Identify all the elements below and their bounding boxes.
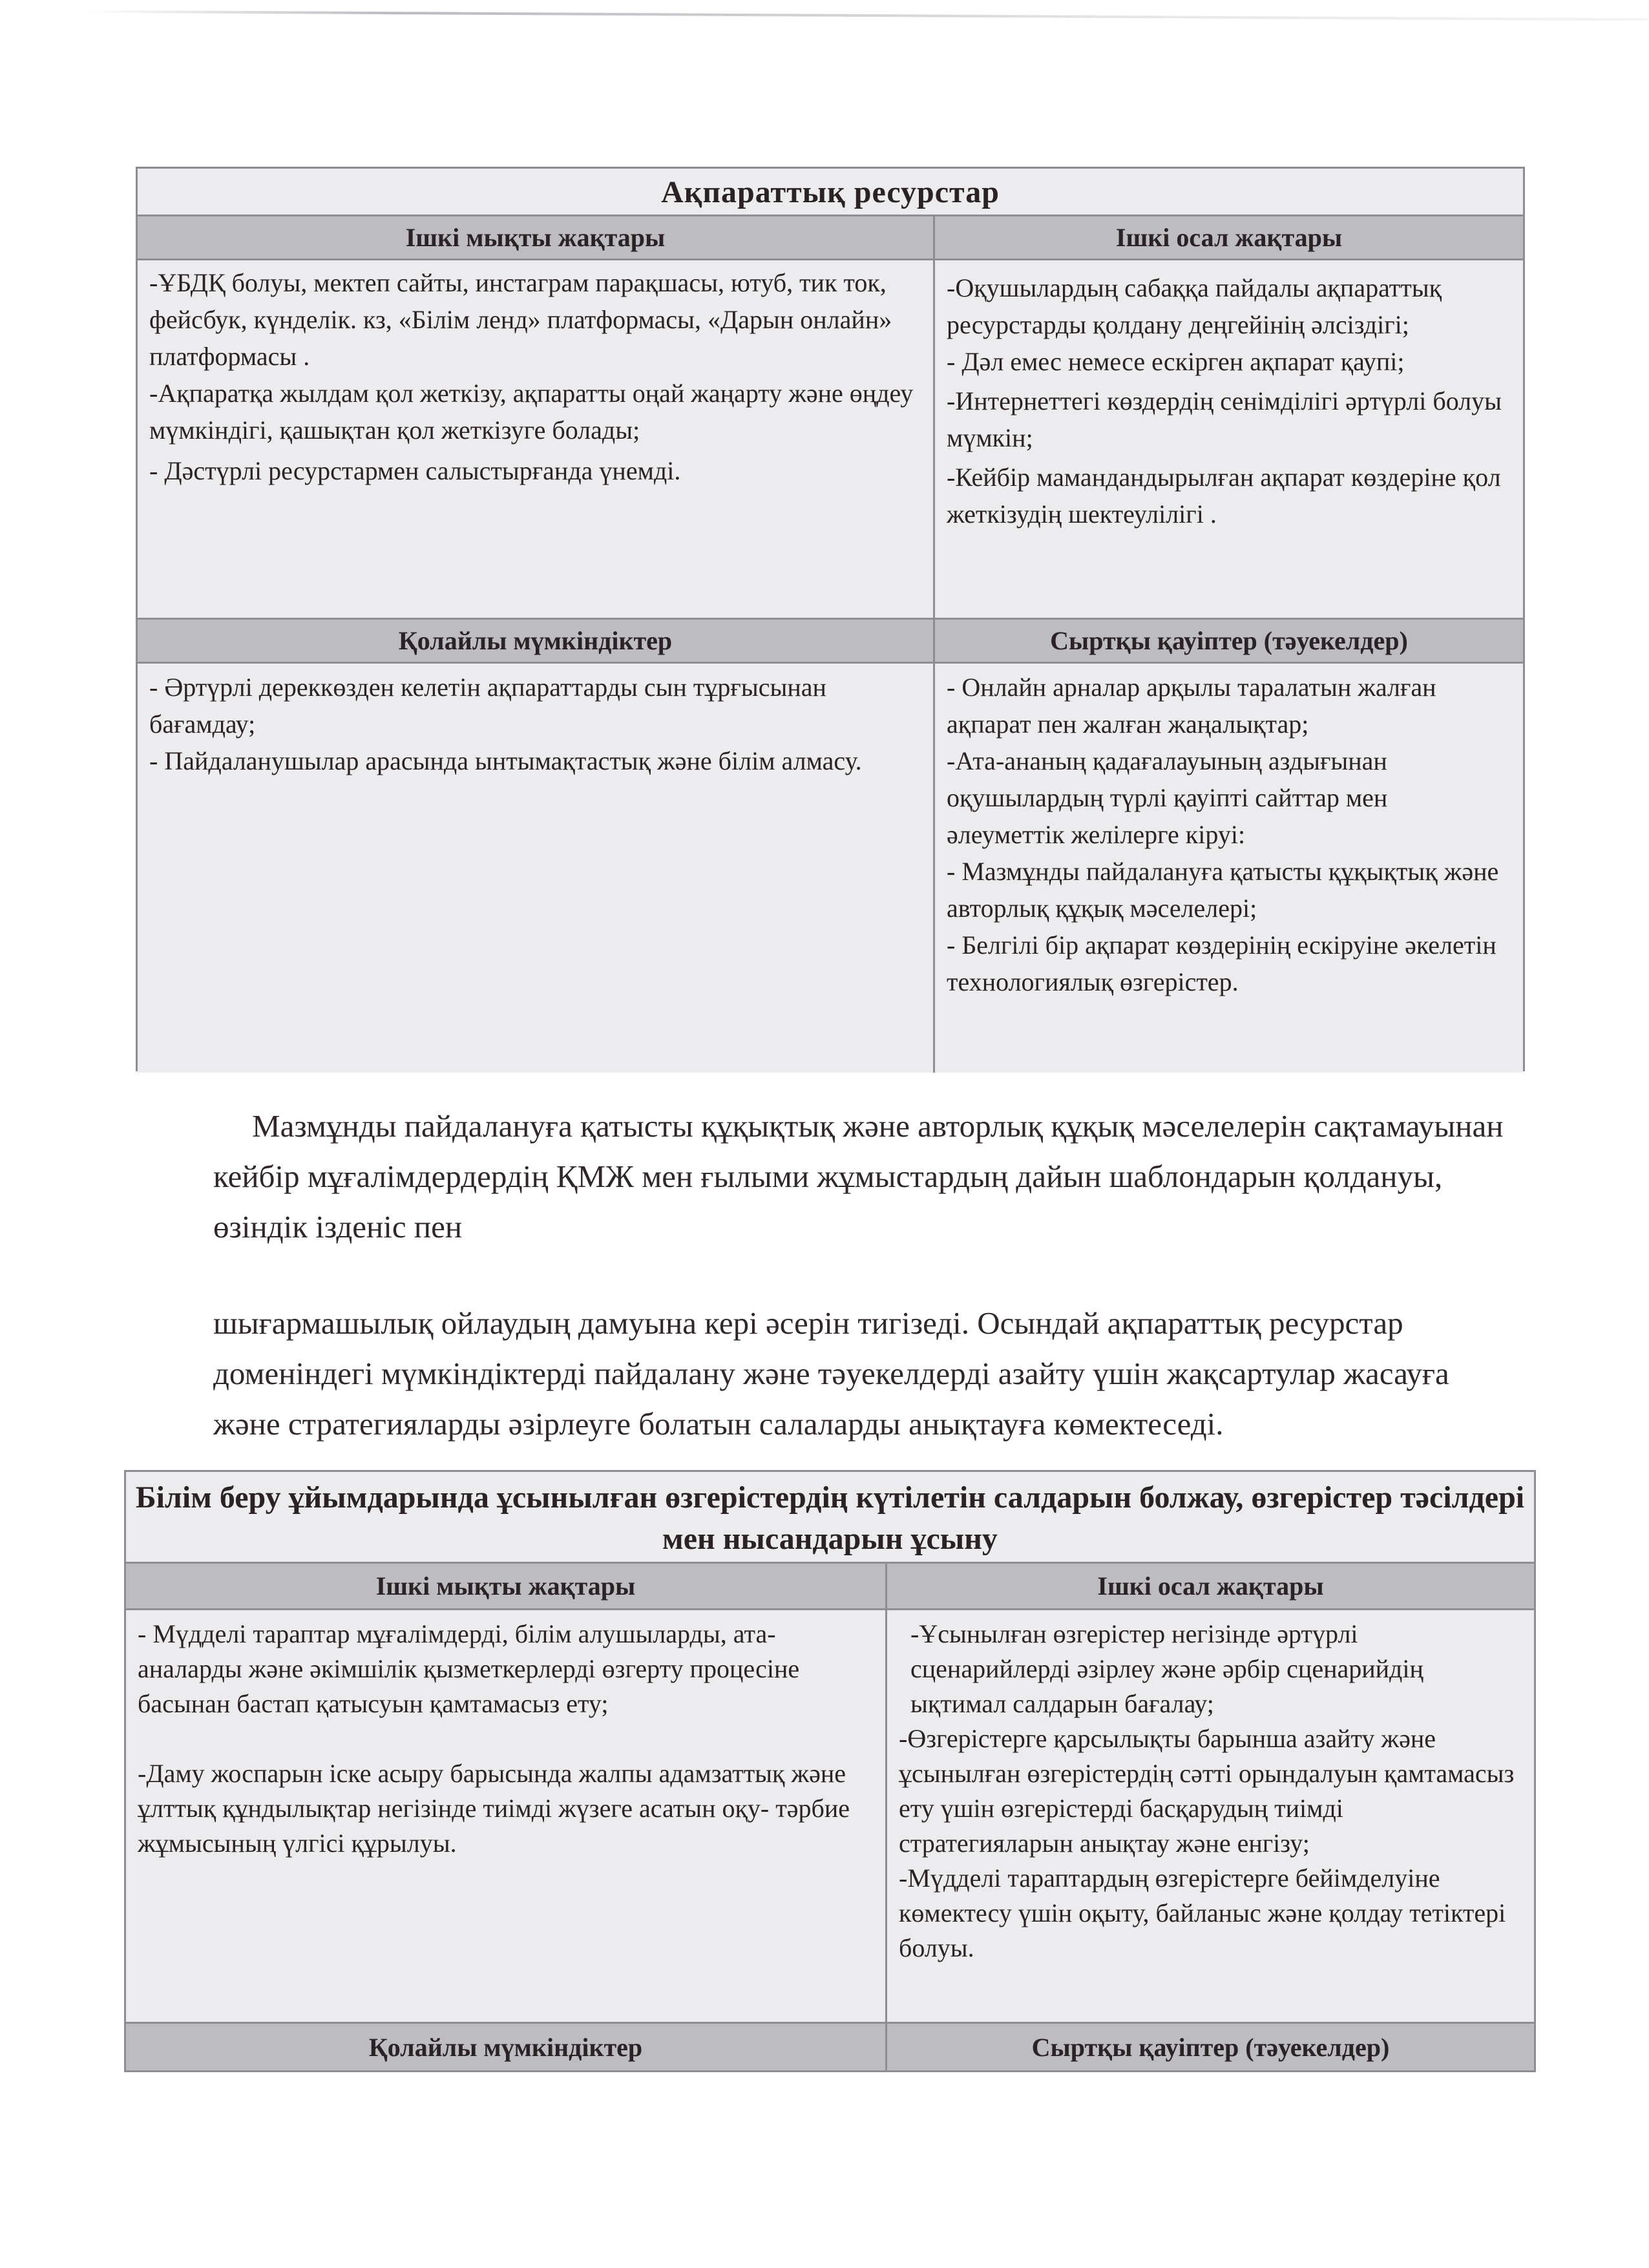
- weakness-item: -Оқушылардың сабаққа пайдалы ақпараттық ресурстарды қолдану деңгейінің әлсіздігі;: [947, 273, 1442, 339]
- body-paragraph-part2: шығармашылық ойлаудың дамуына кері әсерін тигізеді. Осындай ақпараттық ресурстар доменіндегі мүмкіндіктерді пайдалану және тәуекелдерді азайту үшін жақсартулар жасауға және стратегияларды әзірлеуге болатын салаларды анықтауға көмектеседі.: [213, 1305, 1449, 1442]
- scan-artifact-line: [84, 10, 1648, 21]
- strength-item: - Дәстүрлі ресурстармен салыстырғанда үнемді.: [149, 456, 681, 485]
- weakness-item: -Интернеттегі көздердің сенімділігі әртүрлі болуы мүмкін;: [947, 386, 1502, 452]
- weakness-item: -Кейбір мамандандырылған ақпарат көздеріне қол жеткізудің шектеулілігі .: [947, 463, 1501, 529]
- header-threats: Сыртқы қауіптер (тәуекелдер): [1050, 626, 1408, 655]
- content-row-internal: [138, 260, 1523, 620]
- header-row-external: [126, 2024, 1534, 2070]
- swot-table-change-forecast: [124, 1470, 1536, 2072]
- swot-table-information-resources: [136, 167, 1525, 1071]
- strengths-cell: [138, 260, 935, 618]
- table-title: Білім беру ұйымдарында ұсынылған өзгерістердің күтілетін салдарын болжау, өзгерістер тәсілдері мен нысандарын ұсыну: [126, 1472, 1534, 1564]
- threats-cell: [935, 664, 1523, 1073]
- threat-item: - Онлайн арналар арқылы таралатын жалған ақпарат пен жалған жаңалықтар;: [947, 673, 1436, 739]
- header-row-internal: [126, 1564, 1534, 1610]
- weakness-item: -Мүдделі тараптардың өзгерістерге бейімделуіне көмектесу үшін оқыту, байланыс және қолдау тетіктері болуы.: [899, 1864, 1506, 1962]
- content-row-external: [138, 664, 1523, 1073]
- strengths-cell: [126, 1610, 887, 2022]
- header-row-internal: [138, 216, 1523, 260]
- strength-item: - Мүдделі тараптар мұғалімдерді, білім алушыларды, ата-аналарды және әкімшілік қызметкерлерді өзгерту процесіне басынан бастап қатысуын қамтамасыз ету;: [138, 1619, 800, 1718]
- strength-item: -Ақпаратқа жылдам қол жеткізу, ақпаратты оңай жаңарту және өңдеу мүмкіндігі, қашықтан қол жеткізуге болады;: [149, 379, 914, 445]
- threat-item: - Белгілі бір ақпарат көздерінің ескіруіне әкелетін технологиялық өзгерістер.: [947, 930, 1497, 996]
- weakness-item: -Өзгерістерге қарсылықты барынша азайту және ұсынылған өзгерістердің сәтті орындалуын қамтамасыз ету үшін өзгерістерді басқарудың тиімді стратегияларын анықтау және енгізу;: [899, 1724, 1515, 1858]
- weakness-item: - Дәл емес немесе ескірген ақпарат қаупі;: [947, 347, 1405, 376]
- header-weaknesses: Ішкі осал жақтары: [1115, 223, 1343, 252]
- content-row-internal: [126, 1610, 1534, 2024]
- opportunity-item: - Пайдаланушылар арасында ынтымақтастық және білім алмасу.: [149, 746, 862, 775]
- opportunity-item: - Әртүрлі дереккөзден келетін ақпараттарды сын тұрғысынан бағамдау;: [149, 673, 826, 739]
- spacer: [138, 1721, 874, 1756]
- header-weaknesses: Ішкі осал жақтары: [1097, 1571, 1324, 1601]
- body-paragraph-part1: Мазмұнды пайдалануға қатысты құқықтық және авторлық құқық мәселелерін сақтамауынан кейбір мұғалімдердердің ҚМЖ мен ғылыми жұмыстардың дайын шаблондарын қолдануы, өзіндік ізденіс пен: [213, 1108, 1504, 1244]
- weakness-item: -Ұсынылған өзгерістер негізінде әртүрлі сценарийлерді әзірлеу және әрбір сценарийдің ықтимал салдарын бағалау;: [910, 1619, 1423, 1718]
- header-strengths: Ішкі мықты жақтары: [138, 216, 935, 258]
- table-title: Ақпараттық ресурстар: [138, 169, 1523, 216]
- header-opportunities: Қолайлы мүмкіндіктер: [138, 620, 935, 662]
- weaknesses-cell: [887, 1610, 1534, 2022]
- header-opportunities: Қолайлы мүмкіндіктер: [126, 2024, 887, 2070]
- header-threats: Сыртқы қауіптер (тәуекелдер): [1031, 2032, 1390, 2062]
- header-strengths: Ішкі мықты жақтары: [126, 1564, 887, 1608]
- threat-item: -Ата-ананың қадағалауының аздығынан оқушылардың түрлі қауіпті сайттар мен әлеуметтік желілерге кіруі:: [947, 746, 1388, 849]
- weaknesses-cell: [935, 260, 1523, 618]
- header-row-external: [138, 620, 1523, 664]
- strength-item: -ҰБДҚ болуы, мектеп сайты, инстаграм парақшасы, ютуб, тик ток, фейсбук, күнделік. кз, «Білім ленд» платформасы, «Дарын онлайн» платформасы .: [149, 268, 892, 371]
- opportunities-cell: [138, 664, 935, 1073]
- threat-item: - Мазмұнды пайдалануға қатысты құқықтық және авторлық құқық мәселелері;: [947, 857, 1499, 923]
- strength-item: -Даму жоспарын іске асыру барысында жалпы адамзаттық және ұлттық құндылықтар негізінде тиімді жүзеге асатын оқу- тәрбие жұмысының үлгісі құрылуы.: [138, 1759, 850, 1858]
